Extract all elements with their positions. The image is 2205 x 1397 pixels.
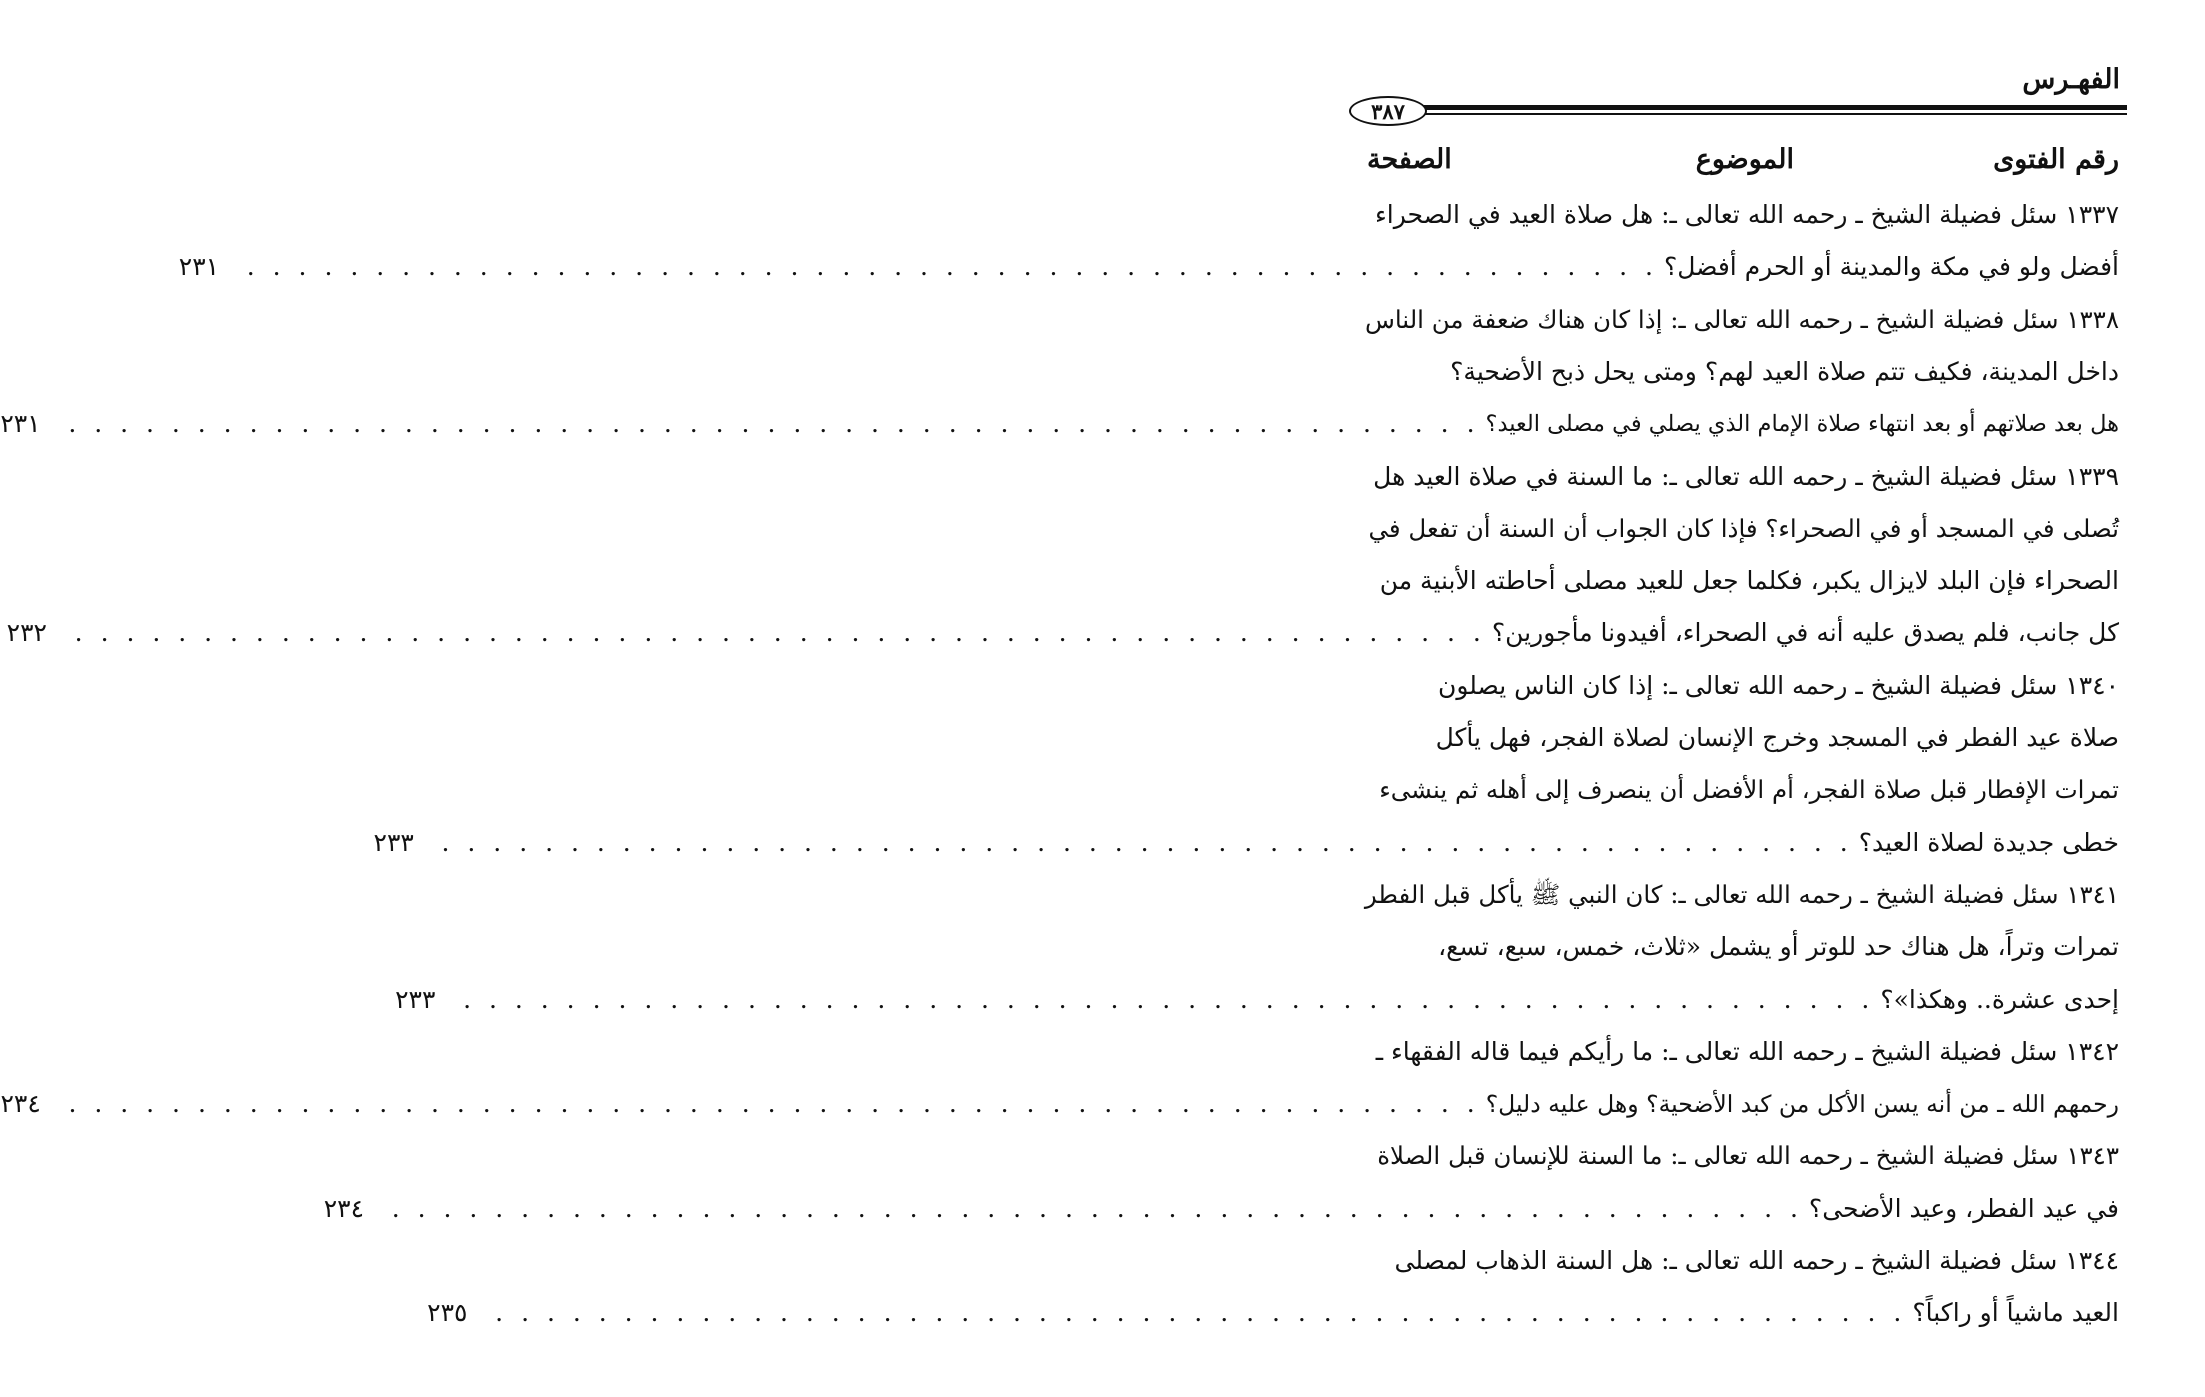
- index-line: [1365, 295, 2119, 345]
- index-line: [1365, 504, 2119, 554]
- index-line: [1365, 870, 2119, 920]
- index-line-text: تمرات الإفطار قبل صلاة الفجر، أم الأفضل أن ينصرف إلى أهله ثم ينشىء: [1379, 775, 2119, 805]
- page-number-badge: ٣٨٧: [1349, 96, 1427, 126]
- index-line: [1365, 452, 2119, 502]
- index-line: [373, 818, 2119, 868]
- index-line-text: ١٣٤٠ سئل فضيلة الشيخ ـ رحمه الله تعالى ـ: إذا كان الناس يصلون: [1437, 670, 2119, 700]
- index-line-text: ١٣٤٤ سئل فضيلة الشيخ ـ رحمه الله تعالى ـ: هل السنة الذهاب لمصلى: [1394, 1246, 2119, 1275]
- index-line: [1365, 1236, 2119, 1286]
- dot-leader: . . . . . . . . . . . . . . . . . . . . . . . . . . . . . . . . . . . . . . . . . . . . . . . . . . . . . . .: [68, 1089, 1480, 1119]
- index-line-text: صلاة عيد الفطر في المسجد وخرج الإنسان لصلاة الفجر، فهل يأكل: [1435, 723, 2119, 752]
- index-line-text: الصحراء فإن البلد لايزال يكبر، فكلما جعل للعيد مصلى أحاطته الأبنية من: [1379, 566, 2119, 596]
- dot-leader: . . . . . . . . . . . . . . . . . . . . . . . . . . . . . . . . . . . . . . . . . . . . . . . . . . . . . . .: [391, 1193, 1803, 1223]
- index-line-text: ١٣٣٧ سئل فضيلة الشيخ ـ رحمه الله تعالى ـ: هل صلاة العيد في الصحراء: [1375, 200, 2119, 229]
- index-line-text: ١٣٣٨ سئل فضيلة الشيخ ـ رحمه الله تعالى ـ: إذا كان هناك ضعفة من الناس: [1364, 304, 2119, 334]
- index-line-text: في عيد الفطر، وعيد الأضحى؟: [1808, 1193, 2119, 1223]
- column-header-page: الصفحة: [1367, 144, 1452, 175]
- index-line: [427, 1288, 2119, 1338]
- index-page-ref: ٢٣٣: [395, 984, 436, 1014]
- index-page-ref: ٢٣٣: [373, 827, 414, 857]
- index-page-ref: ٢٣١: [0, 409, 41, 439]
- index-line-text: ١٣٤١ سئل فضيلة الشيخ ـ رحمه الله تعالى ـ: كان النبي ﷺ يأكل قبل الفطر: [1364, 879, 2119, 909]
- header-rule-thin: [1423, 113, 2127, 115]
- index-page-ref: ٢٣١: [178, 252, 220, 282]
- index-line-text: رحمهم الله ـ من أنه يسن الأكل من كبد الأضحية؟ وهل عليه دليل؟: [1485, 1090, 2119, 1119]
- index-line: [1365, 1131, 2119, 1181]
- index-line-text: تمرات وتراً، هل هناك حد للوتر أو يشمل «ثلاث، خمس، سبع، تسع،: [1438, 932, 2119, 962]
- index-line: [1365, 1027, 2119, 1077]
- index-line-text: ١٣٣٩ سئل فضيلة الشيخ ـ رحمه الله تعالى ـ: ما السنة في صلاة العيد هل: [1373, 461, 2119, 491]
- index-line: [1365, 765, 2119, 815]
- dot-leader: . . . . . . . . . . . . . . . . . . . . . . . . . . . . . . . . . . . . . . . . . . . . . . . . . . . . . . .: [74, 618, 1486, 648]
- index-line-text: العيد ماشياً أو راكباً؟: [1912, 1298, 2119, 1328]
- index-page-ref: ٢٣٤: [0, 1089, 41, 1119]
- dot-leader: . . . . . . . . . . . . . . . . . . . . . . . . . . . . . . . . . . . . . . . . . . . . . . . . . . . . . . .: [463, 984, 1875, 1014]
- index-line-text: أفضل ولو في مكة والمدينة أو الحرم أفضل؟: [1663, 252, 2119, 282]
- index-line-text: إحدى عشرة.. وهكذا»؟: [1880, 984, 2119, 1014]
- index-line-text: كل جانب، فلم يصدق عليه أنه في الصحراء، أفيدونا مأجورين؟: [1491, 618, 2119, 648]
- index-line: [1365, 347, 2119, 397]
- index-line: [395, 975, 2119, 1025]
- index-line: [1365, 556, 2119, 606]
- index-line: [1365, 661, 2119, 711]
- column-headers: [1367, 140, 2119, 180]
- dot-leader: . . . . . . . . . . . . . . . . . . . . . . . . . . . . . . . . . . . . . . . . . . . . . . . . . . . . . . .: [495, 1298, 1907, 1328]
- index-line: [323, 1184, 2119, 1234]
- index-line: [178, 242, 2119, 292]
- running-head-title: الفهـرس: [2022, 64, 2120, 95]
- dot-leader: . . . . . . . . . . . . . . . . . . . . . . . . . . . . . . . . . . . . . . . . . . . . . . . . . . . . . . .: [246, 252, 1658, 282]
- index-line: [0, 1079, 2119, 1129]
- index-line-text: تُصلى في المسجد أو في الصحراء؟ فإذا كان الجواب أن السنة أن تفعل في: [1368, 513, 2119, 543]
- index-page-ref: ٢٣٢: [6, 618, 47, 648]
- header-rule-thick: [1423, 105, 2127, 110]
- index-line: [1365, 922, 2119, 972]
- index-line-text: خطى جديدة لصلاة العيد؟: [1858, 827, 2119, 857]
- index-line: [1365, 190, 2119, 240]
- index-line-text: داخل المدينة، فكيف تتم صلاة العيد لهم؟ ومتى يحل ذبح الأضحية؟: [1450, 356, 2119, 386]
- index-line: [1365, 713, 2119, 763]
- index-line-text: هل بعد صلاتهم أو بعد انتهاء صلاة الإمام الذي يصلي في مصلى العيد؟: [1485, 411, 2119, 438]
- index-page-ref: ٢٣٥: [427, 1298, 468, 1328]
- header-rule: [1349, 96, 2127, 130]
- index-line-text: ١٣٤٣ سئل فضيلة الشيخ ـ رحمه الله تعالى ـ: ما السنة للإنسان قبل الصلاة: [1377, 1141, 2119, 1171]
- index-line: [6, 608, 2119, 658]
- column-header-topic: الموضوع: [1695, 144, 1794, 175]
- dot-leader: . . . . . . . . . . . . . . . . . . . . . . . . . . . . . . . . . . . . . . . . . . . . . . . . . . . . . . .: [68, 409, 1480, 439]
- index-page-ref: ٢٣٤: [323, 1193, 365, 1223]
- index-line-text: ١٣٤٢ سئل فضيلة الشيخ ـ رحمه الله تعالى ـ: ما رأيكم فيما قاله الفقهاء ـ: [1375, 1036, 2119, 1066]
- column-header-fatwa-no: رقم الفتوى: [1993, 144, 2119, 175]
- index-line: [0, 399, 2119, 449]
- dot-leader: . . . . . . . . . . . . . . . . . . . . . . . . . . . . . . . . . . . . . . . . . . . . . . . . . . . . . . .: [441, 827, 1853, 857]
